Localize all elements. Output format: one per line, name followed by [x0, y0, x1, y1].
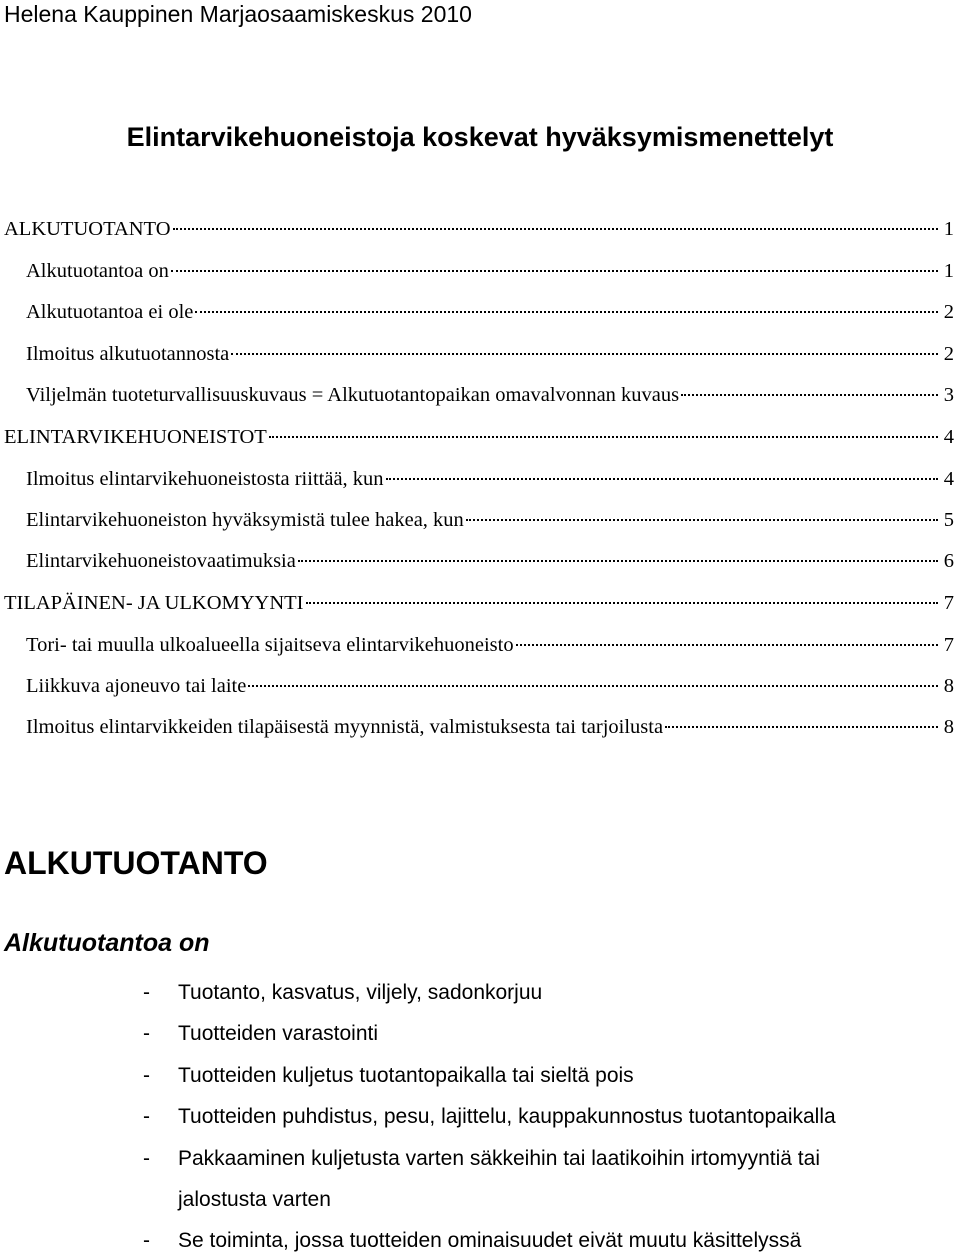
- toc-entry[interactable]: [26, 548, 954, 574]
- list-dash: -: [143, 1022, 150, 1045]
- section-heading: ALKUTUOTANTO: [4, 845, 268, 881]
- toc-entry[interactable]: [4, 216, 954, 242]
- toc-entry-page: 2: [943, 343, 954, 365]
- toc-entry-page: 7: [943, 634, 954, 656]
- toc-entry-label: Liikkuva ajoneuvo tai laite: [26, 675, 247, 697]
- toc-entry[interactable]: [26, 258, 954, 284]
- toc-entry[interactable]: [26, 341, 954, 367]
- toc-entry[interactable]: [26, 632, 954, 658]
- section-subheading: Alkutuotantoa on: [4, 929, 210, 957]
- toc-entry[interactable]: [4, 590, 954, 616]
- toc-leader: [269, 436, 938, 438]
- toc-entry-label: Elintarvikehuoneiston hyväksymistä tulee hakea, kun: [26, 509, 464, 531]
- toc-leader: [466, 519, 938, 521]
- toc-entry[interactable]: [26, 299, 954, 325]
- toc-leader: [195, 311, 938, 313]
- toc-entry-page: 1: [943, 260, 954, 282]
- toc-leader: [298, 560, 938, 562]
- toc-leader: [171, 270, 938, 272]
- toc-leader: [248, 685, 938, 687]
- list-item-text: Se toiminta, jossa tuotteiden ominaisuudet eivät muutu käsittelyssä: [178, 1229, 802, 1252]
- list-dash: -: [143, 981, 150, 1004]
- toc-entry-page: 3: [943, 384, 954, 406]
- list-item-text: jalostusta varten: [178, 1188, 331, 1211]
- toc-entry-label: Alkutuotantoa on: [26, 260, 169, 282]
- toc-entry[interactable]: [26, 673, 954, 699]
- toc-entry-label: Viljelmän tuoteturvallisuuskuvaus = Alkutuotantopaikan omavalvonnan kuvaus: [26, 384, 680, 406]
- toc-entry-label: Ilmoitus elintarvikkeiden tilapäisestä myynnistä, valmistuksesta tai tarjoilusta: [26, 716, 664, 738]
- toc-leader: [306, 602, 939, 604]
- toc-entry-page: 5: [943, 509, 954, 531]
- toc-entry-page: 8: [943, 675, 954, 697]
- page-header: Helena Kauppinen Marjaosaamiskeskus 2010: [4, 1, 472, 27]
- toc-entry-page: 7: [943, 592, 954, 614]
- toc-entry-page: 2: [943, 301, 954, 323]
- toc-leader: [231, 353, 938, 355]
- toc-entry[interactable]: [26, 466, 954, 492]
- list-item-text: Tuotteiden varastointi: [178, 1022, 379, 1045]
- list-item-text: Tuotanto, kasvatus, viljely, sadonkorjuu: [178, 981, 543, 1004]
- toc-entry-page: 1: [943, 218, 954, 240]
- toc-entry-label: Ilmoitus alkutuotannosta: [26, 343, 230, 365]
- toc-entry[interactable]: [26, 714, 954, 740]
- toc-entry-page: 4: [943, 468, 954, 490]
- toc-leader: [681, 394, 938, 396]
- toc-leader: [665, 726, 938, 728]
- toc-leader: [516, 644, 938, 646]
- toc-entry-label: ALKUTUOTANTO: [4, 218, 171, 240]
- toc-entry-page: 6: [943, 550, 954, 572]
- toc-entry-page: 4: [943, 426, 954, 448]
- toc-leader: [386, 478, 938, 480]
- list-item-text: Tuotteiden puhdistus, pesu, lajittelu, kauppakunnostus tuotantopaikalla: [178, 1105, 836, 1128]
- toc-entry-label: TILAPÄINEN- JA ULKOMYYNTI: [4, 592, 304, 614]
- toc-entry-page: 8: [943, 716, 954, 738]
- toc-entry[interactable]: [26, 382, 954, 408]
- toc-entry-label: Tori- tai muulla ulkoalueella sijaitseva elintarvikehuoneisto: [26, 634, 514, 656]
- toc-leader: [173, 228, 938, 230]
- list-dash: -: [143, 1147, 150, 1170]
- document-title: Elintarvikehuoneistoja koskevat hyväksymismenettelyt: [126, 122, 834, 152]
- list-item-text: Tuotteiden kuljetus tuotantopaikalla tai sieltä pois: [178, 1064, 634, 1087]
- toc-entry-label: Alkutuotantoa ei ole: [26, 301, 194, 323]
- list-dash: -: [143, 1229, 150, 1252]
- list-item-text: Pakkaaminen kuljetusta varten säkkeihin tai laatikoihin irtomyyntiä tai: [178, 1147, 820, 1170]
- toc-entry-label: Ilmoitus elintarvikehuoneistosta riittää, kun: [26, 468, 384, 490]
- toc-entry-label: Elintarvikehuoneistovaatimuksia: [26, 550, 296, 572]
- toc-entry[interactable]: [4, 424, 954, 450]
- toc-entry-label: ELINTARVIKEHUONEISTOT: [4, 426, 267, 448]
- list-dash: -: [143, 1105, 150, 1128]
- toc-entry[interactable]: [26, 507, 954, 533]
- list-dash: -: [143, 1064, 150, 1087]
